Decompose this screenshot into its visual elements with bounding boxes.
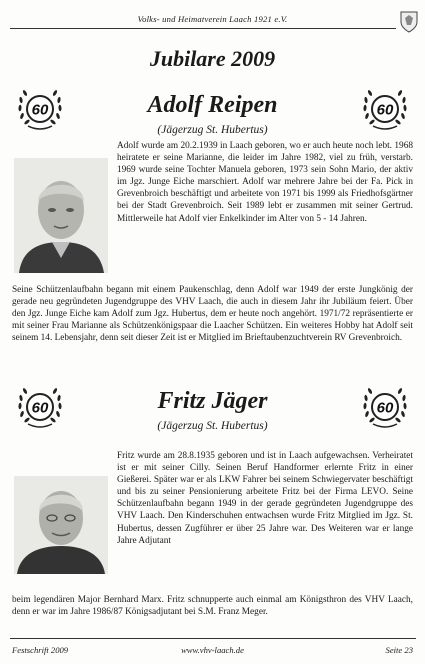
- badge-number: 60: [376, 399, 394, 417]
- badge-number: 60: [31, 399, 49, 417]
- person-subtitle: (Jägerzug St. Hubertus): [157, 420, 268, 432]
- badge-number: 60: [31, 101, 49, 119]
- person-bio-wrapped: Adolf wurde am 20.2.1939 in Laach geboren, wo er auch heute noch lebt. 1968 heiratete er seine Marianne, die leider im Jahre 1982, viel zu früh, verstarb. 1969 wurde seine Tochter Manuela geboren, 1973 sein Sohn Mario, der aktiv im Jgz. Junge Eiche marschiert. Adolf war mehrere Jahre bei der Fa. Pick in Grevenbroich beschäftigt und arbeitete von 1971 bis 1999 als Friedhofsgärtner bei der Stadt Grevenbroich. Seit 1989 lebt er zusammen mit seiner Gertrud. Mittlerweile hat Adolf vier Enkelkinder im Alter von 5 - 14 Jahren.: [117, 141, 413, 224]
- page-title: Jubilare 2009: [149, 46, 276, 71]
- footer-rule: [10, 638, 416, 639]
- page-number: Seite 23: [385, 645, 413, 655]
- person-name: Adolf Reipen: [147, 92, 278, 118]
- portrait-photo: [14, 476, 108, 574]
- person-name: Fritz Jäger: [157, 388, 268, 414]
- footer-left: Festschrift 2009: [12, 645, 69, 655]
- header-rule: [10, 28, 396, 29]
- header-text: Volks- und Heimatverein Laach 1921 e.V.: [137, 14, 288, 24]
- person-bio-wrapped: Fritz wurde am 28.8.1935 geboren und ist in Laach aufgewachsen. Verheiratet ist er mit seiner Cilly. Seinen Beruf Handformer erlernte Fritz in einer Gießerei. Später war er als LKW Fahrer bei seinem Schwiegervater beschäftigt und bis zu seiner Pensionierung arbeitete Fritz bei der Firma LEVO. Seine Schützenlaufbahn begann 1949 in der gerade gegründeten Jugendgruppe des VHV Laach. Den Kinderschuhen entwachsen wurde Fritz Mitglied im Jgz. St. Hubertus, dessen Zugführer er über 25 Jahre war. Des Weiteren war er lange Jahre Adjutant: [117, 451, 413, 546]
- badge-number: 60: [376, 101, 394, 119]
- crest-icon: [399, 10, 419, 34]
- footer-url: www.vhv-laach.de: [181, 645, 244, 655]
- person-subtitle: (Jägerzug St. Hubertus): [157, 124, 268, 136]
- portrait-photo: [14, 158, 108, 273]
- person-bio: beim legendären Major Bernhard Marx. Fritz schnupperte auch einmal am Königsthron des VHV Laach, denn er war im Jahre 1986/87 Königsadjutant bei S.M. Franz Meger.: [12, 595, 413, 618]
- person-bio: Seine Schützenlaufbahn begann mit einem Paukenschlag, denn Adolf war 1949 der erste Jungkönig der gerade neu gegründeten Jugendgruppe des VHV Laach, die auch in diesem Jahr ihr Jubiläum feiert. Über den Jgz. Junge Eiche kam Adolf zum Jgz. Hubertus, dem er heute noch angehört. 1971/72 repräsentierte er mit seiner Frau Marianne als Schützenkönigspaar die Laacher Schützen. Ein weiteres Hobby hat Adolf seit seinem 14. Lebensjahr, denn seit dieser Zeit ist er Mitglied im Brieftaubenzuchtverein RV Grevenbroich.: [12, 285, 413, 344]
